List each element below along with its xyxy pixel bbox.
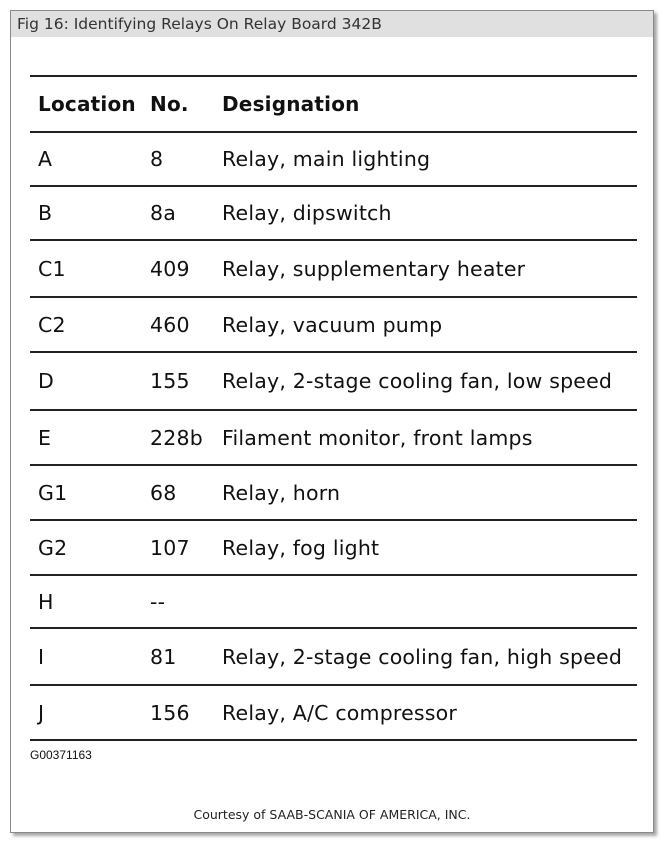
table-row [30,464,637,519]
relay-table [30,75,637,741]
number-cell: 228b [150,425,203,450]
number-cell: 409 [150,256,190,281]
table-row [30,409,637,464]
figure-title: Fig 16: Identifying Relays On Relay Board 342B [11,11,653,37]
table-row [30,131,637,185]
designation-cell: Relay, fog light [222,535,380,560]
number-cell: 81 [150,644,177,669]
table-header-row [30,75,637,131]
number-cell: 8a [150,201,177,225]
location-cell: D [38,369,54,393]
location-cell: A [38,147,53,171]
number-cell: 8 [150,147,164,171]
header-location: Location [38,92,136,116]
table-row [30,684,637,741]
location-cell: J [38,700,45,725]
location-cell: I [38,644,45,669]
location-cell: G1 [38,480,68,505]
table-row [30,519,637,574]
location-cell: G2 [38,535,68,560]
location-cell: C2 [38,312,66,337]
table-row [30,239,637,296]
designation-cell: Relay, vacuum pump [222,312,443,337]
designation-cell: Relay, 2-stage cooling fan, high speed [222,644,623,669]
number-cell: 155 [150,369,190,393]
number-cell: -- [150,589,166,614]
header-designation: Designation [222,92,360,116]
number-cell: 107 [150,535,190,560]
table-row [30,296,637,351]
designation-cell: Relay, main lighting [222,147,431,171]
table-row [30,185,637,239]
location-cell: H [38,589,54,614]
location-cell: B [38,201,53,225]
designation-cell: Relay, horn [222,480,341,505]
number-cell: 156 [150,700,190,725]
designation-cell: Relay, supplementary heater [222,256,526,281]
header-number: No. [150,92,189,116]
table-row [30,574,637,627]
figure-code: G00371163 [30,748,92,762]
location-cell: E [38,425,52,450]
figure-frame [10,10,654,833]
designation-cell: Relay, dipswitch [222,201,392,225]
number-cell: 68 [150,480,177,505]
table-row [30,351,637,409]
number-cell: 460 [150,312,190,337]
designation-cell: Relay, 2-stage cooling fan, low speed [222,369,613,393]
designation-cell: Filament monitor, front lamps [222,425,533,450]
designation-cell: Relay, A/C compressor [222,700,458,725]
figure-credit: Courtesy of SAAB-SCANIA OF AMERICA, INC. [193,807,471,822]
location-cell: C1 [38,256,66,281]
table-row [30,627,637,684]
